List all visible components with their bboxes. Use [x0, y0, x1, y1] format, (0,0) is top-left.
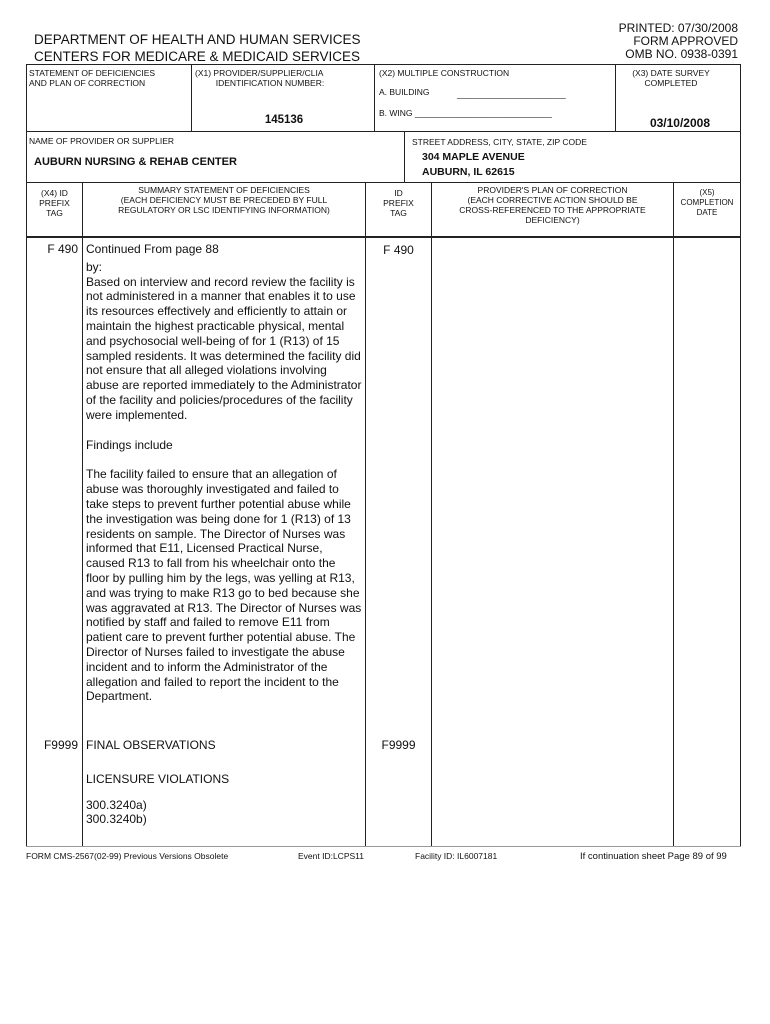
continued-from: Continued From page 88 [86, 242, 219, 256]
footer-page: If continuation sheet Page 89 of 99 [580, 851, 727, 862]
x3-label-line1: (X3) DATE SURVEY [632, 68, 710, 78]
plan-header-line2: (EACH CORRECTIVE ACTION SHOULD BE [467, 195, 638, 205]
paragraph-intro: by: Based on interview and record review the facility is not administered in a manner that enables it to use its resources effectively and efficiently to attain or maintain the highest practicable physical, mental and psychosocial well-being of for 1 (R13) of 15 sampled residents. It was determined the facility did not ensure that all alleged violations involving abuse are reported immediately to the Administrator of the facility and policies/procedures of the facility were implemented. [86, 259, 362, 422]
x1-label [195, 68, 371, 88]
summary-header-line2: (EACH DEFICIENCY MUST BE PRECEDED BY FULL [120, 195, 328, 205]
department-line1: DEPARTMENT OF HEALTH AND HUMAN SERVICES [34, 32, 361, 47]
deficiency-text [86, 242, 362, 704]
findings-include: Findings include [86, 437, 173, 452]
footer-event-id: Event ID:LCPS11 [298, 851, 364, 861]
survey-date: 03/10/2008 [649, 116, 710, 130]
summary-header-line1: SUMMARY STATEMENT OF DEFICIENCIES [138, 185, 310, 195]
x4-header [27, 188, 82, 218]
x5-header-line2: COMPLETION [680, 198, 734, 207]
summary-header [83, 185, 365, 215]
tag-f9999-left: F9999 [43, 738, 78, 752]
plan-header [432, 185, 673, 225]
building-label: A. BUILDING [379, 87, 430, 97]
statement-label [29, 68, 155, 88]
street-address: 304 MAPLE AVENUE [422, 151, 525, 163]
provider-name-label: NAME OF PROVIDER OR SUPPLIER [29, 136, 174, 146]
city-state-zip: AUBURN, IL 62615 [422, 166, 515, 178]
statement-label-line2: AND PLAN OF CORRECTION [29, 78, 146, 88]
id-header-line3: TAG [390, 208, 407, 218]
header-right [560, 22, 738, 61]
licensure-violations: LICENSURE VIOLATIONS [86, 771, 230, 786]
x2-label: (X2) MULTIPLE CONSTRUCTION [379, 68, 510, 78]
provider-number: 145136 [264, 114, 304, 126]
footer-facility-id: Facility ID: IL6007181 [415, 851, 498, 861]
final-observations: FINAL OBSERVATIONS [86, 738, 216, 752]
id-header [366, 188, 431, 218]
tag-f490-left: F 490 [47, 242, 78, 256]
wing-label: B. WING _____________________________ [379, 108, 552, 118]
x4-header-line3: TAG [46, 208, 63, 218]
tag-f9999-right: F9999 [381, 738, 416, 752]
x4-header-line1: (X4) ID [41, 188, 68, 198]
x5-header-line1: (X5) [699, 188, 715, 197]
footer-form: FORM CMS-2567(02-99) Previous Versions Obsolete [26, 851, 229, 861]
tag-f490-right: F 490 [383, 243, 414, 257]
final-observations-block [86, 738, 362, 827]
x3-label [616, 68, 726, 88]
statement-label-line1: STATEMENT OF DEFICIENCIES [29, 68, 156, 78]
x5-header [674, 188, 740, 218]
x1-label-line2: IDENTIFICATION NUMBER: [215, 78, 325, 88]
plan-header-line3: CROSS-REFERENCED TO THE APPROPRIATE [459, 205, 646, 215]
omb-number: OMB NO. 0938-0391 [625, 47, 738, 61]
id-header-line2: PREFIX [383, 198, 414, 208]
x3-label-line2: COMPLETED [644, 78, 698, 88]
address-label: STREET ADDRESS, CITY, STATE, ZIP CODE [412, 137, 587, 147]
summary-header-line3: REGULATORY OR LSC IDENTIFYING INFORMATION) [118, 205, 330, 215]
plan-header-line1: PROVIDER'S PLAN OF CORRECTION [477, 185, 628, 195]
paragraph-findings: The facility failed to ensure that an allegation of abuse was thoroughly investigated and failed to take steps to prevent further potential abuse while the investigation was being done for 1 (R13) of 13 residents on sample. The Director of Nurses was informed that E11, Licensed Practical Nurse, caused R13 to fall from his wheelchair onto the floor by pulling him by the legs, was yelling at R13, and was trying to make R13 go to bed because she was aggravated at R13. The Director of Nurses was notified by staff and failed to remove E11 from patient care to prevent further potential abuse. The Director of Nurses failed to investigate the abuse incident and to inform the Administrator of the allegation and failed to report the incident to the Department. [86, 467, 362, 704]
printed-date: PRINTED: 07/30/2008 [618, 21, 738, 35]
plan-header-line4: DEFICIENCY) [525, 215, 580, 225]
provider-name: AUBURN NURSING & REHAB CENTER [34, 156, 237, 168]
x1-label-line1: (X1) PROVIDER/SUPPLIER/CLIA [195, 68, 324, 78]
department-line2: CENTERS FOR MEDICARE & MEDICAID SERVICES [34, 49, 361, 64]
form-approved: FORM APPROVED [633, 34, 738, 48]
department-heading [34, 31, 361, 65]
regulation-codes: 300.3240a) 300.3240b) [86, 797, 147, 827]
id-header-line1: ID [394, 188, 403, 198]
building-blank: _______________________ [457, 89, 566, 99]
x4-header-line2: PREFIX [39, 198, 70, 208]
x5-header-line3: DATE [696, 208, 718, 217]
